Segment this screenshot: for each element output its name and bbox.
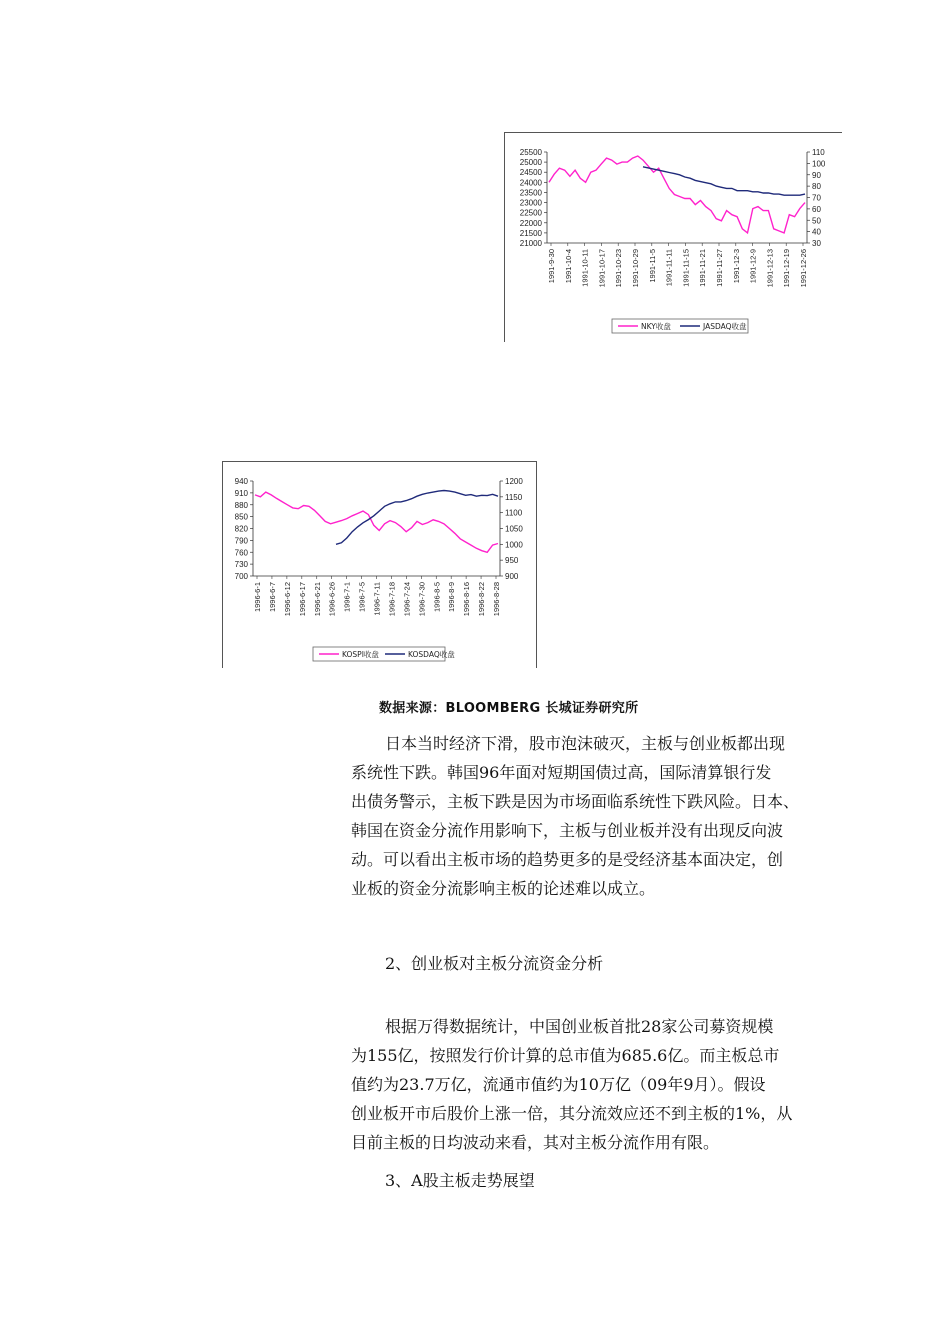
x-tick-label: 1996-8-16 [462,582,472,617]
x-tick-label: 1996-8-22 [477,582,487,617]
y-tick-label-right: 60 [812,204,821,214]
y-tick-label-left: 760 [234,548,248,558]
x-tick-label: 1996-7-11 [372,582,382,616]
x-tick-label: 1996-8-9 [447,582,457,613]
y-tick-label-right: 90 [812,170,821,180]
text-line: 目前主板的日均波动来看，其对主板分流作用有限。 [351,1133,720,1152]
y-tick-label-left: 23500 [519,188,542,198]
legend-label: KOSPI收盘 [342,650,379,659]
series-line-growth-board [643,167,805,195]
y-tick-label-right: 950 [505,556,519,566]
x-tick-label: 1996-6-26 [327,582,337,617]
y-tick-label-right: 80 [812,182,821,192]
series-line-main-board [255,492,498,552]
text-line: 根据万得数据统计，中国创业板首批28家公司募资规模 [385,1017,774,1036]
x-tick-label: 1991-11-11 [664,249,674,287]
text-line: 3、A股主板走势展望 [385,1171,535,1190]
text-line: 业板的资金分流影响主板的论述难以成立。 [351,879,656,898]
x-tick-label: 1996-6-1 [253,582,262,613]
y-tick-label-right: 30 [812,239,821,248]
section-heading-2 [385,949,603,978]
text-line: 创业板开市后股价上涨一倍，其分流效应还不到主板的1%，从 [351,1104,793,1123]
y-tick-label-left: 21500 [519,228,542,238]
text-line: 值约为23.7万亿，流通市值约为10万亿（09年9月）。假设 [351,1075,766,1094]
y-tick-label-left: 700 [234,572,248,581]
x-tick-label: 1996-6-17 [297,582,307,617]
x-tick-label: 1991-10-4 [563,249,573,284]
y-tick-label-left: 820 [234,524,248,534]
chart-kospi-kosdaq-svg [223,462,536,668]
x-tick-label: 1991-12-3 [731,249,741,284]
y-tick-label-left: 730 [234,560,248,570]
y-tick-label-left: 790 [234,536,248,546]
series-line-main-board [549,156,805,233]
y-tick-label-right: 900 [505,572,519,581]
chart-nky-jasdaq [504,132,842,342]
y-tick-label-right: 1100 [505,508,523,518]
x-tick-label: 1996-7-5 [357,582,367,613]
legend-label: KOSDAQ收盘 [408,650,455,659]
legend-label: NKY收盘 [641,322,671,331]
text-line: 日本当时经济下滑，股市泡沫破灭，主板与创业板都出现 [385,734,786,753]
text-line: 动。可以看出主板市场的趋势更多的是受经济基本面决定，创 [351,850,784,869]
y-tick-label-left: 23000 [519,198,542,208]
text-line: 系统性下跌。韩国96年面对短期国债过高，国际清算银行发 [351,763,772,782]
chart-legend [612,319,748,333]
x-tick-label: 1991-10-29 [631,249,640,288]
text-line: 韩国在资金分流作用影响下，主板与创业板并没有出现反向波 [351,821,784,840]
x-tick-label: 1991-9-30 [547,249,556,284]
chart-axes [235,477,524,616]
chart-kospi-kosdaq [222,461,537,668]
x-tick-label: 1996-6-12 [282,582,292,617]
x-tick-label: 1996-8-28 [492,582,501,617]
y-tick-label-right: 1200 [505,477,523,486]
x-tick-label: 1991-11-27 [715,249,724,287]
x-tick-label: 1991-10-11 [580,249,590,287]
y-tick-label-left: 940 [234,477,248,486]
y-tick-label-left: 910 [234,488,248,498]
x-tick-label: 1991-10-23 [614,249,624,288]
paragraph-fund-diversion [351,1012,792,1157]
y-tick-label-left: 880 [234,500,248,510]
y-tick-label-left: 25000 [519,158,542,168]
y-tick-label-left: 22500 [519,208,542,218]
data-source-caption: 数据来源：BLOOMBERG 长城证券研究所 [379,701,639,716]
chart-legend [313,647,455,661]
y-tick-label-left: 24500 [519,168,542,178]
y-tick-label-right: 1150 [505,492,523,502]
legend-label: JASDAQ收盘 [703,322,747,331]
x-tick-label: 1996-8-5 [432,582,442,613]
y-tick-label-right: 50 [812,216,821,226]
x-tick-label: 1991-12-19 [782,249,792,288]
y-tick-label-right: 40 [812,227,821,237]
x-tick-label: 1991-12-9 [748,249,758,284]
x-tick-label: 1996-7-18 [387,582,397,617]
y-tick-label-right: 70 [812,193,821,203]
series-line-growth-board [336,491,498,545]
x-tick-label: 1996-7-24 [402,582,412,617]
y-tick-label-right: 1000 [505,540,523,550]
chart-nky-jasdaq-svg [505,133,842,342]
x-tick-label: 1996-7-1 [342,582,352,613]
x-tick-label: 1991-11-5 [647,249,657,283]
x-tick-label: 1991-11-21 [698,249,708,287]
y-tick-label-right: 100 [812,159,826,169]
text-line: 为155亿，按照发行价计算的总市值为685.6亿。而主板总市 [351,1046,780,1065]
y-tick-label-left: 850 [234,512,248,522]
y-tick-label-left: 25500 [519,148,542,157]
text-line: 2、创业板对主板分流资金分析 [385,954,604,973]
paragraph-analysis [351,729,799,903]
text-line: 出债务警示，主板下跌是因为市场面临系统性下跌风险。日本、 [351,792,800,811]
x-tick-label: 1991-12-26 [799,249,808,288]
y-tick-label-right: 1050 [505,524,523,534]
y-tick-label-left: 21000 [519,239,542,248]
section-heading-3 [385,1166,535,1195]
x-tick-label: 1991-10-17 [597,249,607,288]
x-tick-label: 1996-6-7 [267,582,277,613]
y-tick-label-left: 24000 [519,178,542,188]
x-tick-label: 1996-6-21 [312,582,322,617]
x-tick-label: 1996-7-30 [417,582,427,617]
x-tick-label: 1991-12-13 [765,249,775,288]
x-tick-label: 1991-11-15 [681,249,691,287]
y-tick-label-right: 110 [812,148,825,157]
chart-axes [520,148,826,287]
y-tick-label-left: 22000 [519,218,542,228]
